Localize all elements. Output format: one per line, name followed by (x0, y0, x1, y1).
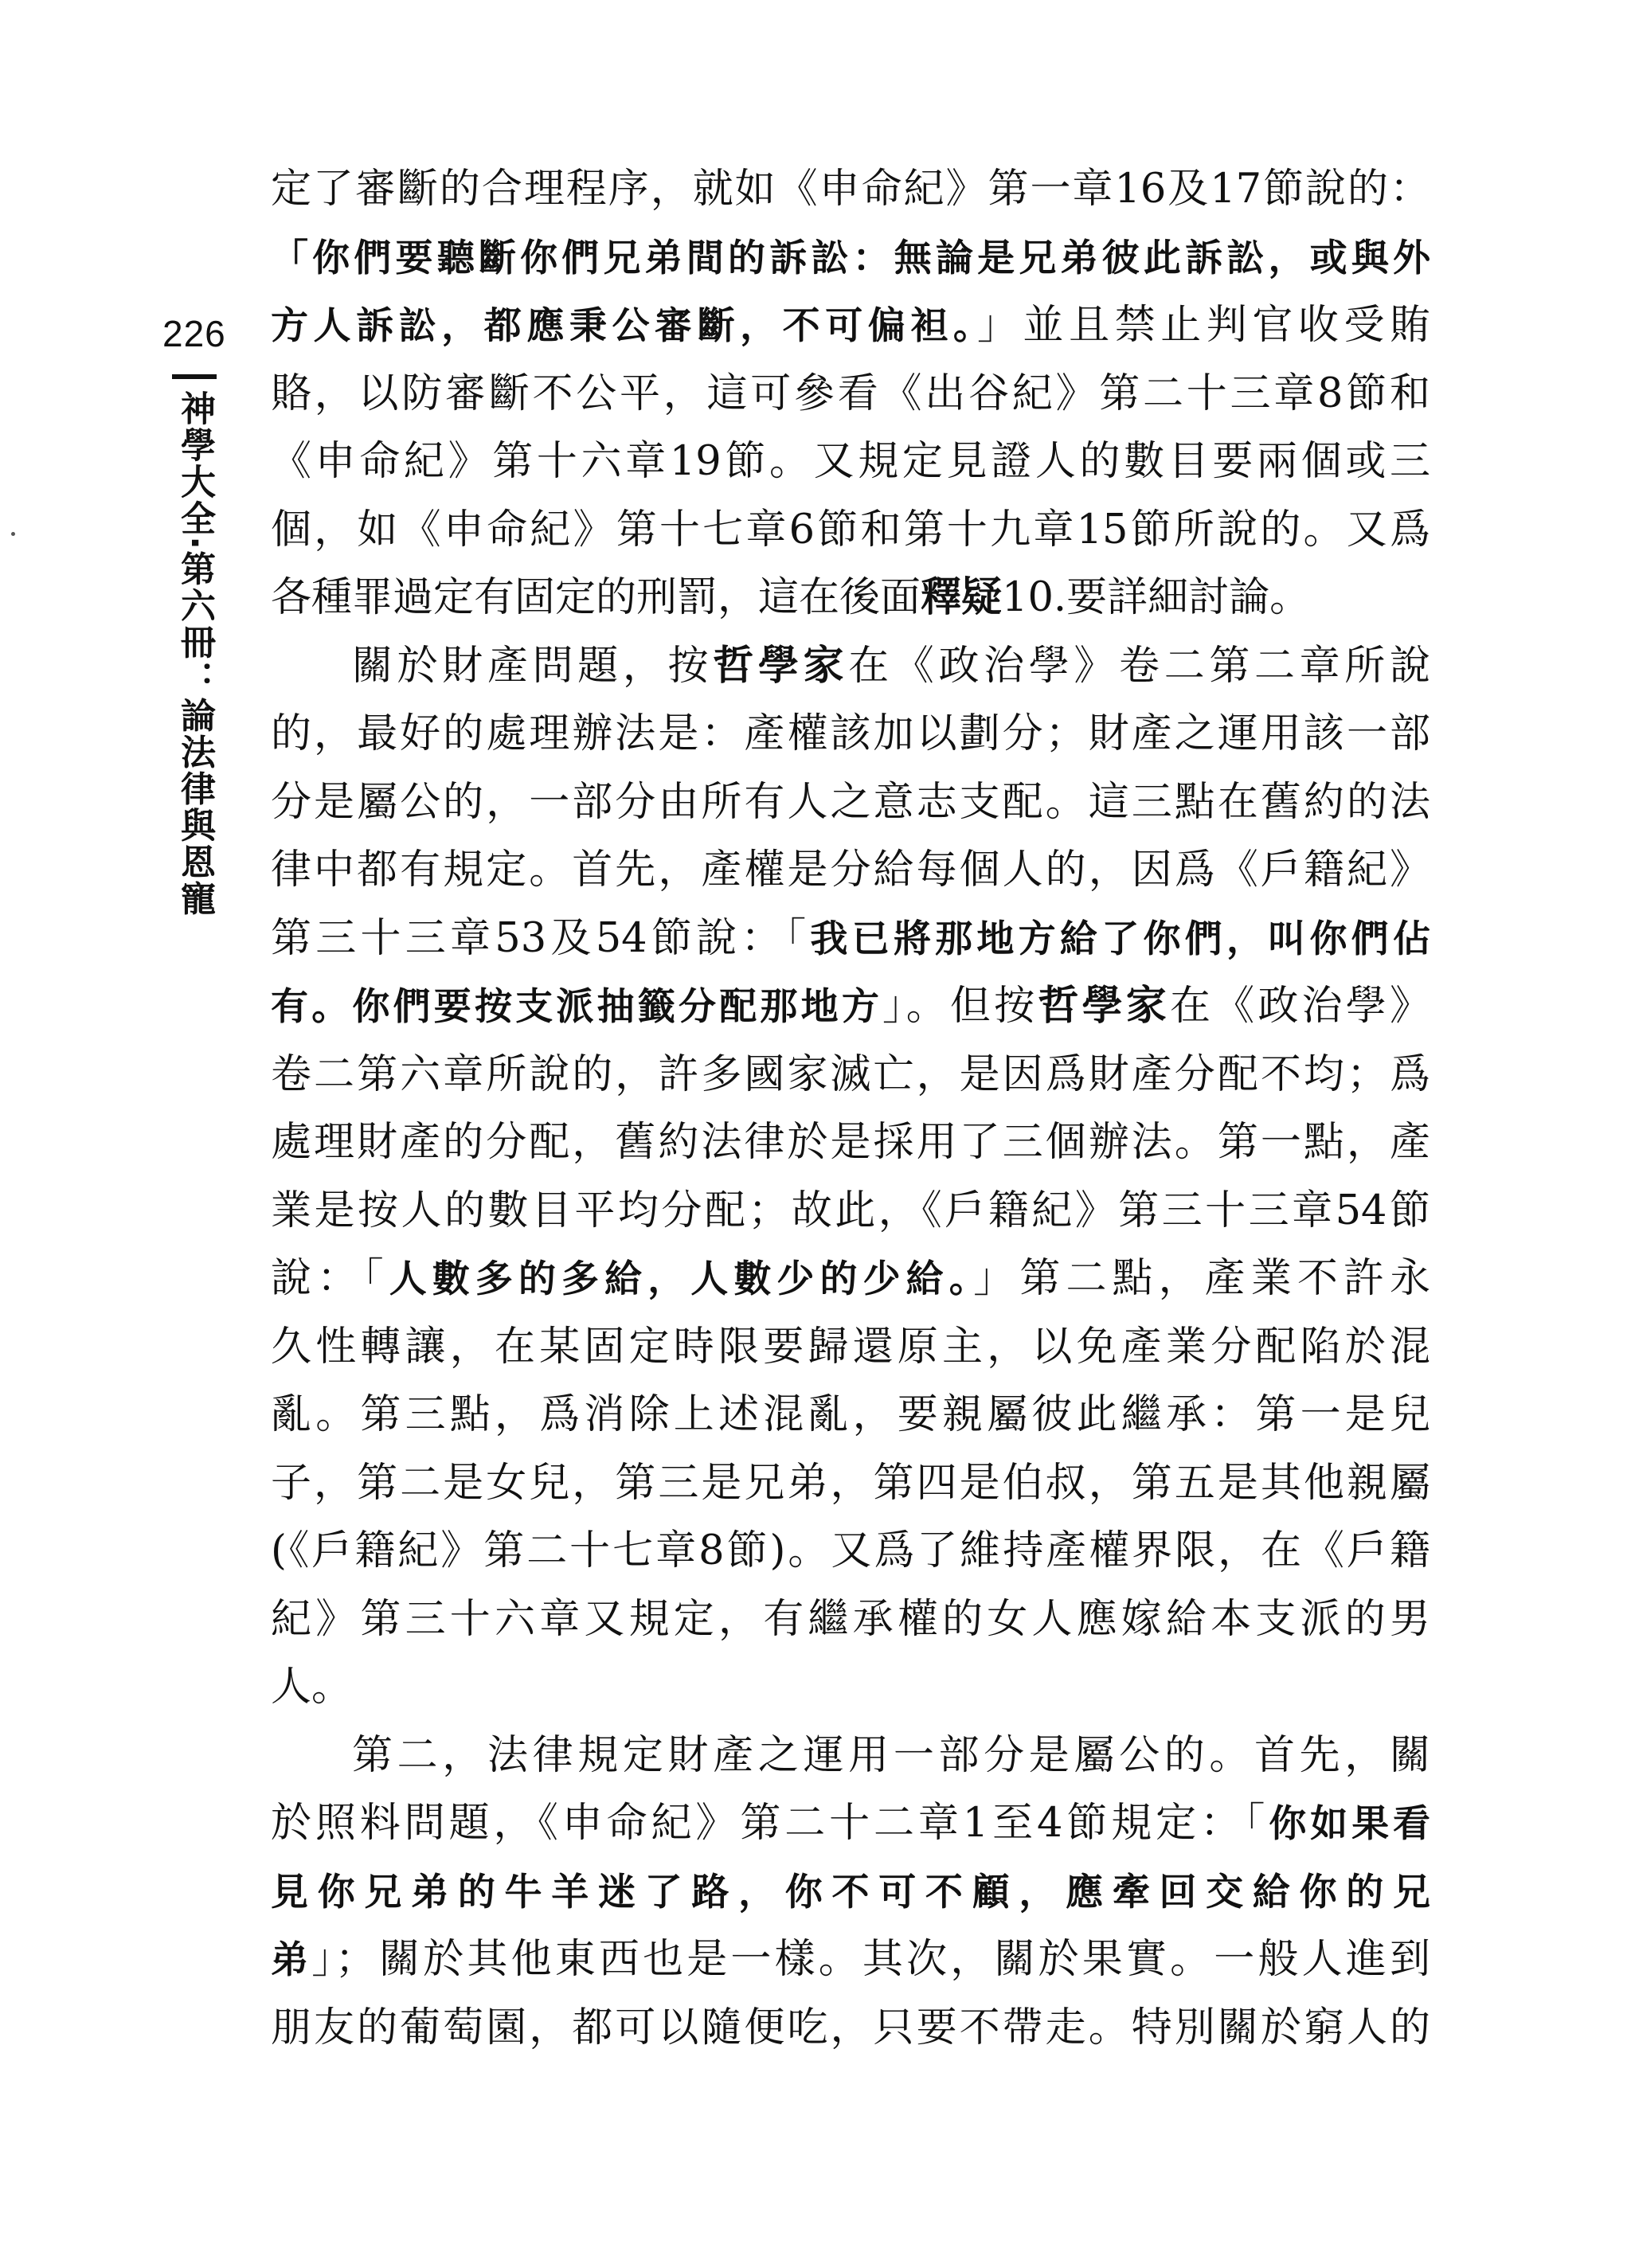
scripture-quote: 我已將那地方給了你們，叫你們佔 (810, 917, 1430, 961)
text-segment: 《申命紀》第十六章19節。又規定見證人的數目要兩個或三 (271, 438, 1430, 485)
text-segment: 久性轉讓，在某固定時限要歸還原主，以免產業分配陷於混 (271, 1323, 1430, 1371)
text-line (271, 1517, 1430, 1586)
scripture-quote: 見你兄弟的牛羊迷了路，你不可不顧，應牽回交給你的兄 (271, 1870, 1430, 1914)
text-line (271, 1586, 1430, 1654)
text-line (271, 1789, 1430, 1858)
text-segment: 定了審斷的合理程序，就如《申命紀》第一章16及17節說的： (271, 166, 1430, 213)
text-segment: 人。 (271, 1664, 353, 1711)
text-line (271, 1653, 1430, 1722)
text-line (271, 496, 1430, 565)
text-segment: 在《政治學》 (1169, 983, 1430, 1030)
scripture-quote: 人數多的多給，人數少的少給。 (389, 1257, 974, 1301)
text-segment: 在《政治學》卷二第二章所說 (848, 642, 1430, 690)
emphasized-term: 哲學家 (1038, 982, 1170, 1030)
text-line (271, 564, 1430, 632)
text-line (271, 1313, 1430, 1382)
text-segment: 第三十三章53及54節說：「 (271, 914, 811, 962)
text-line (271, 632, 1430, 701)
text-segment: 第二，法律規定財產之運用一部分是屬公的。首先，關 (352, 1731, 1430, 1779)
text-segment: 各種罪過定有固定的刑罰，這在後面 (271, 574, 921, 621)
text-line (271, 1858, 1430, 1926)
text-segment: 紀》第三十六章又規定，有繼承權的女人應嫁給本支派的男 (271, 1595, 1430, 1643)
text-line (271, 700, 1430, 768)
text-segment: 個，如《申命紀》第十七章6節和第十九章15節所說的。又爲 (271, 506, 1430, 553)
scan-speck (11, 532, 15, 536)
emphasized-term: 哲學家 (713, 641, 849, 690)
text-line (271, 905, 1430, 973)
body-text (271, 155, 1430, 2062)
scripture-quote: 方人訴訟，都應秉公審斷，不可偏袒。 (271, 304, 977, 348)
text-segment: 說：「 (271, 1255, 389, 1302)
text-segment: 」並且禁止判官收受賄 (976, 302, 1430, 349)
text-line (271, 1926, 1430, 1994)
scripture-quote: 有。你們要按支派抽籤分配那地方 (271, 985, 883, 1029)
scripture-quote: 弟 (271, 1938, 312, 1982)
text-segment: 」。但按 (882, 983, 1038, 1030)
text-segment: 賂，以防審斷不公平，這可參看《出谷紀》第二十三章8節和 (271, 370, 1430, 417)
text-line (271, 224, 1430, 292)
text-line (271, 1177, 1430, 1245)
text-line (271, 1381, 1430, 1449)
text-line (271, 1245, 1430, 1313)
text-line (271, 428, 1430, 496)
text-segment: 業是按人的數目平均分配；故此，《戶籍紀》第三十三章54節 (271, 1187, 1430, 1234)
text-segment: 律中都有規定。首先，產權是分給每個人的，因爲《戶籍紀》 (271, 847, 1430, 894)
running-head (158, 374, 231, 917)
text-segment: 10.要詳細討論。 (1002, 574, 1311, 621)
text-segment: (《戶籍紀》第二十七章8節)。又爲了維持產權界限，在《戶籍 (271, 1527, 1430, 1574)
text-line (271, 360, 1430, 428)
text-segment: 」第二點，產業不許永 (973, 1255, 1430, 1302)
text-segment: 處理財產的分配，舊約法律於是採用了三個辦法。第一點，產 (271, 1119, 1430, 1166)
running-head-rule (172, 374, 217, 379)
text-segment: 」；關於其他東西也是一樣。其次，關於果實。一般人進到 (311, 1936, 1430, 1983)
text-line (271, 1109, 1430, 1177)
text-line (271, 155, 1430, 224)
text-segment: 關於財產問題，按 (352, 642, 714, 690)
text-segment: 於照料問題，《申命紀》第二十二章1至4節規定：「 (271, 1800, 1269, 1847)
running-head-title: 神學大全‧第六冊：論法律與恩寵 (174, 390, 215, 917)
text-segment: 卷二第六章所說的，許多國家滅亡，是因爲財產分配不均；爲 (271, 1050, 1430, 1098)
page-number: 226 (162, 313, 226, 354)
text-segment: 亂。第三點，爲消除上述混亂，要親屬彼此繼承：第一是兒 (271, 1391, 1430, 1438)
text-line (271, 1722, 1430, 1790)
scripture-quote: 你如果看 (1269, 1802, 1430, 1846)
text-line (271, 1994, 1430, 2063)
text-segment: 的，最好的處理辦法是：產權該加以劃分；財產之運用該一部 (271, 710, 1430, 757)
text-line (271, 1449, 1430, 1518)
text-line (271, 768, 1430, 837)
text-line (271, 972, 1430, 1041)
text-line (271, 291, 1430, 360)
text-segment: 子，第二是女兒，第三是兄弟，第四是伯叔，第五是其他親屬 (271, 1459, 1430, 1507)
emphasized-term: 釋疑 (921, 573, 1003, 621)
text-line (271, 1041, 1430, 1109)
text-line (271, 836, 1430, 905)
text-segment: 朋友的葡萄園，都可以隨便吃，只要不帶走。特別關於窮人的 (271, 2004, 1430, 2051)
scripture-quote: 「你們要聽斷你們兄弟間的訴訟：無論是兄弟彼此訴訟，或與外 (271, 236, 1430, 280)
text-segment: 分是屬公的，一部分由所有人之意志支配。這三點在舊約的法 (271, 778, 1430, 826)
